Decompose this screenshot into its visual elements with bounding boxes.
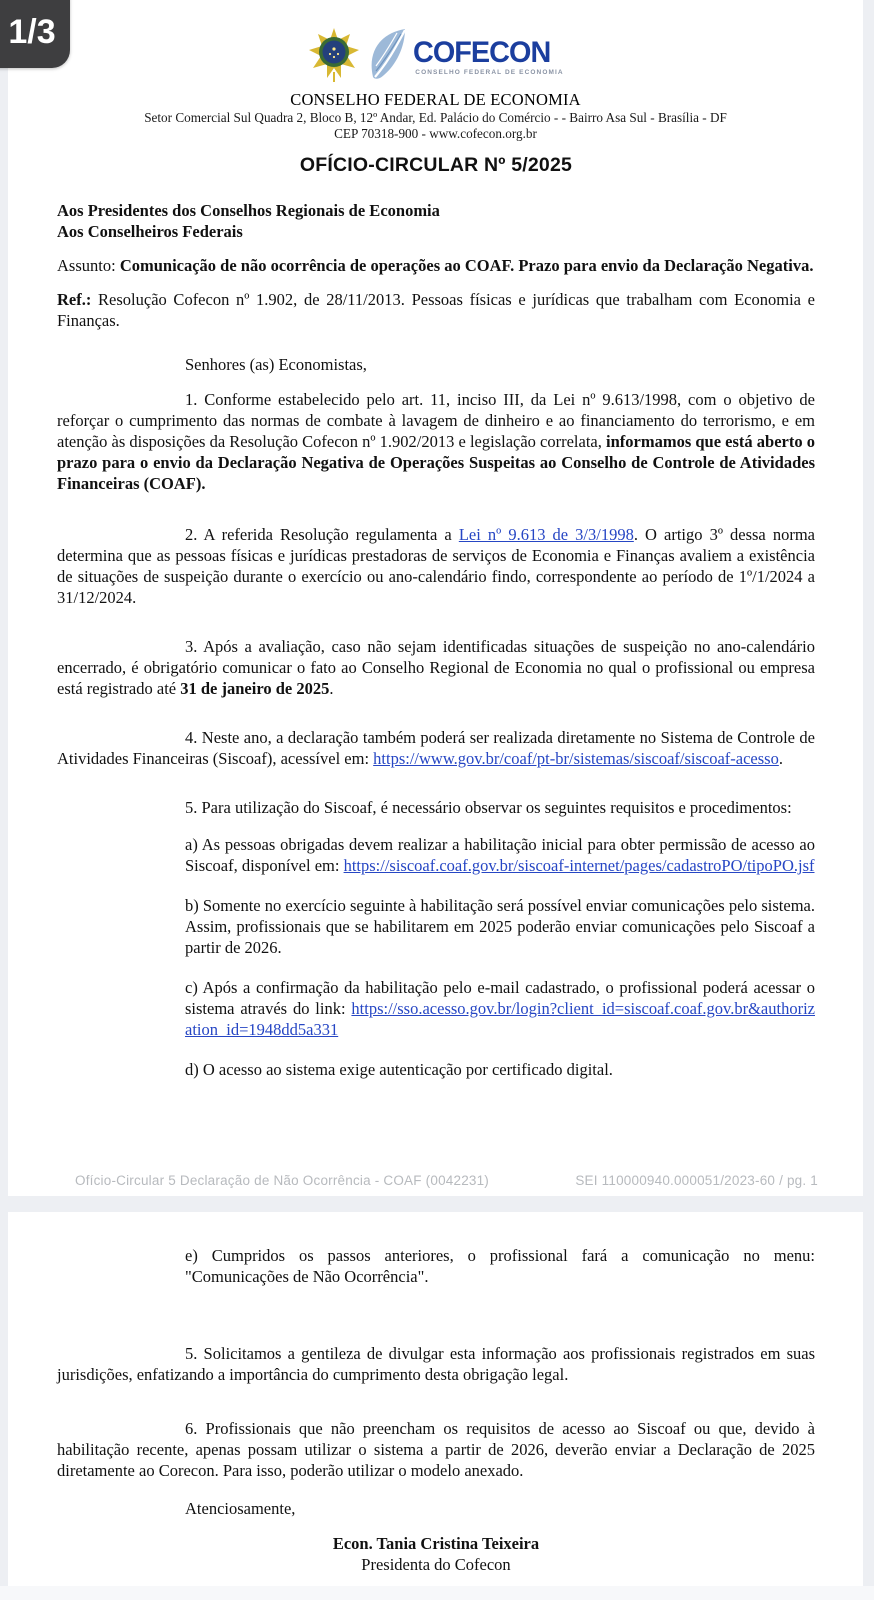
ref-text: Resolução Cofecon nº 1.902, de 28/11/2013. Pessoas físicas e jurídicas que trabalham com Economia e Finanças. (57, 290, 815, 330)
page-footer (8, 1173, 863, 1188)
paragraph-2-text: 2. A referida Resolução regulamenta a (185, 525, 459, 544)
paragraph-2-text-after: . O artigo 3º dessa norma determina que as pessoas físicas e jurídicas prestadoras de serviços de Economia e Finanças avaliem a existência de situações de suspeição durante o exercício ou ano-calendário findo, correspondente ao período de 1º/1/2024 a 31/12/2024. (57, 525, 815, 607)
org-address-line1: Setor Comercial Sul Quadra 2, Bloco B, 12º Andar, Ed. Palácio do Comércio - - Bairro Asa Sul - Brasília - DF (144, 110, 727, 125)
list-item-d: d) O acesso ao sistema exige autenticação por certificado digital. (185, 1060, 613, 1079)
paragraph-1 (57, 389, 815, 494)
addressees (57, 200, 815, 242)
footer-sei-number: SEI 110000940.000051/2023-60 / pg. 1 (575, 1173, 818, 1188)
list-item-a (185, 834, 815, 876)
document-page-1 (8, 0, 863, 1196)
paragraph-3-text-after: . (329, 679, 334, 698)
addressee-line-2: Aos Conselheiros Federais (57, 222, 243, 241)
list-item-b: b) Somente no exercício seguinte à habilitação será possível enviar comunicações pelo sistema. Assim, profissionais que se habilitarem em 2025 poderão enviar comunicações pelo Siscoaf a partir de 2026. (185, 896, 815, 957)
org-name: CONSELHO FEDERAL DE ECONOMIA (290, 90, 581, 109)
siscoaf-access-link[interactable]: https://www.gov.br/coaf/pt-br/sistemas/siscoaf/siscoaf-acesso (373, 749, 779, 768)
paragraph-4-text: 4. Neste ano, a declaração também poderá ser realizada diretamente no Sistema de Controle de Atividades Financeiras (Siscoaf), acessível em: (57, 728, 815, 768)
siscoaf-registration-link[interactable]: https://siscoaf.coaf.gov.br/siscoaf-internet/pages/cadastroPO/tipoPO.jsf (343, 856, 815, 875)
subject-label: Assunto: (57, 256, 120, 275)
paragraph-2 (57, 524, 815, 608)
viewport-bottom-strip (0, 1586, 874, 1600)
cofecon-logo (8, 28, 863, 86)
brazil-coat-of-arms-icon (307, 26, 361, 89)
paragraph-5: 5. Para utilização do Siscoaf, é necessário observar os seguintes requisitos e procedimentos: (185, 798, 792, 817)
document-title: OFÍCIO-CIRCULAR Nº 5/2025 (299, 154, 573, 176)
sso-login-link[interactable]: https://sso.acesso.gov.br/login?client_id=siscoaf.coaf.gov.br&authorization_id=1948dd5a331 (185, 999, 815, 1039)
paragraph-3-deadline: 31 de janeiro de 2025 (180, 679, 330, 698)
paragraph-4 (57, 727, 815, 769)
subject-line (57, 255, 815, 276)
signer-name: Econ. Tania Cristina Teixeira (332, 1534, 540, 1553)
paragraph-3 (57, 636, 815, 699)
page-indicator-badge (0, 0, 70, 68)
page-indicator-label: 1/3 (8, 12, 56, 51)
list-item-a-text: a) As pessoas obrigadas devem realizar a habilitação inicial para obter permissão de acesso ao Siscoaf, disponível em: (185, 835, 815, 875)
list-item-c-text: c) Após a confirmação da habilitação pelo e-mail cadastrado, o profissional poderá acessar o sistema através do link: (185, 978, 815, 1018)
reference-line (57, 289, 815, 331)
paragraph-1-bold: informamos que está aberto o prazo para o envio da Declaração Negativa de Operações Suspeitas ao Conselho de Controle de Atividades Financeiras (COAF). (57, 432, 815, 493)
ref-label: Ref.: (57, 290, 99, 309)
cofecon-wordmark (413, 35, 564, 77)
salutation: Senhores (as) Economistas, (185, 355, 367, 374)
org-address-line2: CEP 70318-900 - www.cofecon.org.br (334, 126, 537, 141)
closing: Atenciosamente, (185, 1499, 296, 1518)
signer-role: Presidenta do Cofecon (361, 1555, 511, 1574)
paragraph-6: 6. Profissionais que não preencham os requisitos de acesso ao Siscoaf ou que, devido à habilitação recente, apenas possam utilizar o sistema a partir de 2026, deverão enviar a Declaração de 2025 diretamente ao Corecon. Para isso, poderão utilizar o modelo anexado. (57, 1419, 815, 1480)
footer-document-label: Ofício-Circular 5 Declaração de Não Ocorrência - COAF (0042231) (75, 1173, 490, 1188)
document-body-page2 (8, 1245, 863, 1575)
signature-block (57, 1533, 815, 1575)
feather-icon (365, 27, 409, 88)
subject-text: Comunicação de não ocorrência de operações ao COAF. Prazo para envio da Declaração Negativa. (119, 256, 814, 275)
law-link[interactable]: Lei nº 9.613 de 3/3/1998 (458, 525, 634, 544)
brand-subtitle: CONSELHO FEDERAL DE ECONOMIA (415, 68, 564, 76)
document-page-2 (8, 1212, 863, 1586)
document-body (8, 154, 863, 1080)
paragraph-5b: 5. Solicitamos a gentileza de divulgar esta informação aos profissionais registrados em suas jurisdições, enfatizando a importância do cumprimento desta obrigação legal. (57, 1344, 815, 1384)
paragraph-1-text: 1. Conforme estabelecido pelo art. 11, inciso III, da Lei nº 9.613/1998, com o objetivo de reforçar o cumprimento das normas de combate à lavagem de dinheiro e ao financiamento do terrorismo, e em atenção às disposições da Resolução Cofecon nº 1.902/2013 e legislação correlata, (57, 390, 815, 451)
paragraph-3-text: 3. Após a avaliação, caso não sejam identificadas situações de suspeição no ano-calendário encerrado, é obrigatório comunicar o fato ao Conselho Regional de Economia no qual o profissional ou empresa está registrado até (57, 637, 815, 698)
list-item-c (185, 977, 815, 1040)
list-item-e: e) Cumpridos os passos anteriores, o profissional fará a comunicação no menu: "Comunicações de Não Ocorrência". (185, 1246, 815, 1286)
brand-name: COFECON (413, 35, 551, 69)
addressee-line-1: Aos Presidentes dos Conselhos Regionais de Economia (57, 201, 440, 220)
paragraph-4-text-after: . (778, 749, 783, 768)
letterhead (8, 0, 863, 142)
